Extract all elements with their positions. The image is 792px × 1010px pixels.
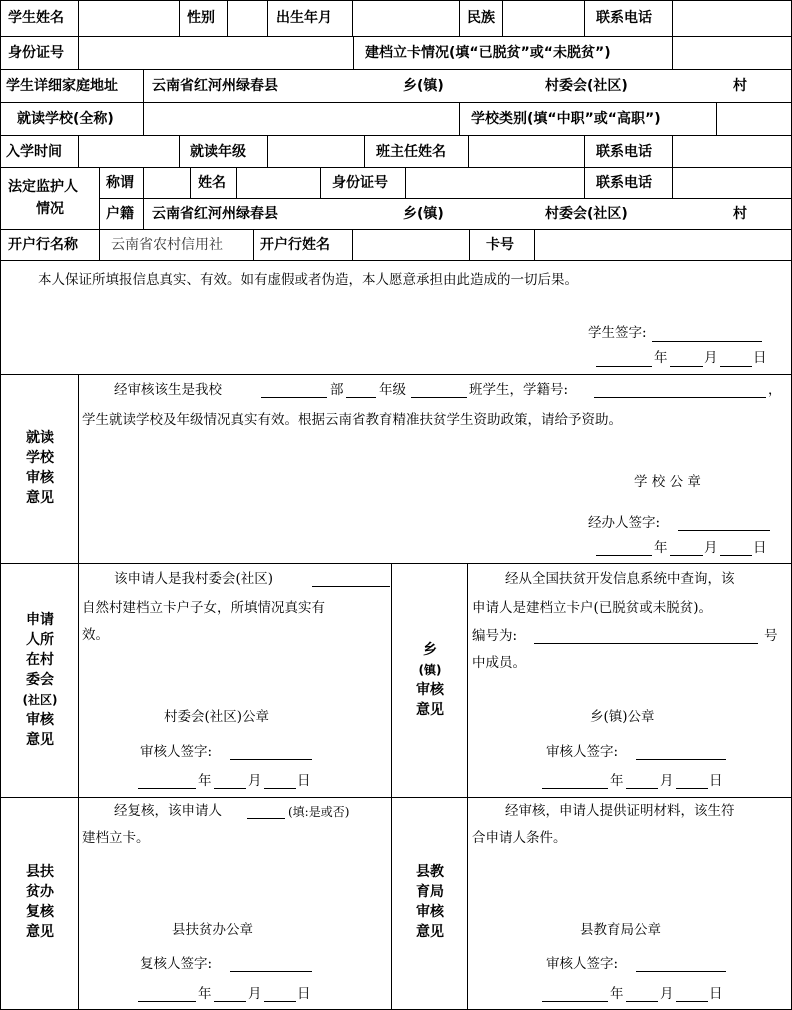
grade-blank[interactable]: [346, 397, 376, 398]
month-blank[interactable]: [626, 788, 658, 789]
address-label: 学生详细家庭地址: [6, 78, 118, 94]
teacher-field[interactable]: [468, 135, 585, 168]
poverty-signer-line[interactable]: [230, 971, 312, 972]
village-seal: 村委会(社区)公章: [164, 709, 270, 725]
class-label: 班学生，学籍号:: [469, 382, 569, 398]
guardian-name-label: 姓名: [198, 175, 226, 191]
gender-field[interactable]: [227, 0, 268, 37]
education-review-line1: 经审核，申请人提供证明材料，该生符: [505, 803, 735, 819]
grade-label: 就读年级: [190, 144, 246, 160]
day-blank[interactable]: [676, 1001, 708, 1002]
poverty-review-line2: 建档立卡。: [82, 830, 150, 846]
village-signer-line[interactable]: [230, 759, 312, 760]
township-code-label: 编号为:: [472, 628, 518, 644]
township-signer-line[interactable]: [636, 759, 726, 760]
township-text: 乡(镇): [403, 78, 444, 94]
ethnicity-label: 民族: [467, 10, 495, 26]
teacher-phone-label: 联系电话: [596, 144, 652, 160]
bank-name-value: 云南省农村信用社: [111, 237, 223, 253]
guardian-title-field[interactable]: [143, 167, 191, 199]
student-signature-label: 学生签字:: [588, 325, 647, 341]
teacher-phone-field[interactable]: [672, 135, 792, 168]
month-label: 月: [660, 986, 674, 1002]
year-blank[interactable]: [596, 555, 652, 556]
guardian-label: 法定监护人: [8, 179, 78, 195]
township-review-line2: 申请人是建档立卡户(已脱贫或未脱贫)。: [472, 600, 713, 616]
year-blank[interactable]: [138, 788, 196, 789]
phone-field[interactable]: [672, 0, 792, 37]
student-name-field[interactable]: [78, 0, 180, 37]
school-seal: 学 校 公 章: [634, 474, 701, 490]
bank-name-label: 开户行名称: [8, 237, 78, 253]
student-signature-line[interactable]: [652, 341, 762, 342]
school-review-box: [78, 374, 792, 564]
natural-village-blank[interactable]: [312, 586, 390, 587]
guardian-label-2: 情况: [36, 201, 64, 217]
teacher-label: 班主任姓名: [376, 144, 446, 160]
household-village-committee: 村委会(社区): [545, 206, 628, 222]
township-code-blank[interactable]: [534, 643, 758, 644]
month-label: 月: [248, 773, 262, 789]
year-label: 年: [610, 773, 624, 789]
village-committee-text: 村委会(社区): [545, 78, 628, 94]
school-signer-line[interactable]: [678, 530, 770, 531]
comma: ，: [768, 382, 782, 398]
year-label: 年: [198, 773, 212, 789]
day-blank[interactable]: [264, 1001, 296, 1002]
day-blank[interactable]: [676, 788, 708, 789]
month-label: 月: [704, 540, 718, 556]
code-suffix: 号: [764, 628, 778, 644]
pledge-text: 本人保证所填报信息真实、有效。如有虚假或者伪造，本人愿意承担由此造成的一切后果。: [38, 272, 578, 288]
year-label: 年: [654, 540, 668, 556]
student-name-label: 学生姓名: [8, 10, 64, 26]
birth-label: 出生年月: [276, 10, 332, 26]
gender-label: 性别: [187, 10, 215, 26]
day-label: 日: [709, 986, 723, 1002]
day-label: 日: [297, 986, 311, 1002]
village-text: 村: [733, 78, 747, 94]
village-review-line2: 自然村建档立卡户子女，所填情况真实有: [82, 600, 325, 616]
education-bureau-seal: 县教育局公章: [580, 922, 661, 938]
day-blank[interactable]: [720, 366, 752, 367]
guardian-phone-label: 联系电话: [596, 175, 652, 191]
school-review-text-start: 经审核该生是我校: [114, 382, 222, 398]
school-type-label: 学校类别(填“中职”或“高职”): [471, 111, 661, 127]
household-village: 村: [733, 206, 747, 222]
township-review-line4: 中成员。: [472, 655, 526, 671]
school-review-label: 就读 学校 审核 意见: [26, 430, 54, 506]
enroll-field[interactable]: [78, 135, 180, 168]
education-signer-line[interactable]: [636, 971, 726, 972]
day-label: 日: [753, 350, 767, 366]
education-review-line2: 合申请人条件。: [472, 830, 567, 846]
grade-field[interactable]: [267, 135, 365, 168]
dept-label: 部: [330, 382, 344, 398]
enroll-label: 入学时间: [6, 144, 62, 160]
grade-label-2: 年级: [379, 382, 406, 398]
yes-no-blank[interactable]: [247, 818, 285, 819]
school-type-field[interactable]: [716, 102, 792, 136]
poverty-review-line1: 经复核，该申请人: [114, 803, 222, 819]
day-label: 日: [753, 540, 767, 556]
school-label: 就读学校(全称): [17, 111, 114, 127]
year-blank[interactable]: [542, 1001, 608, 1002]
month-blank[interactable]: [214, 788, 246, 789]
household-label: 户籍: [106, 206, 134, 222]
filing-label: 建档立卡情况(填“已脱贫”或“未脱贫”): [365, 45, 611, 61]
day-blank[interactable]: [264, 788, 296, 789]
month-label: 月: [660, 773, 674, 789]
guardian-title-label: 称谓: [106, 175, 134, 191]
month-blank[interactable]: [670, 555, 703, 556]
township-signer-label: 审核人签字:: [546, 744, 619, 760]
year-blank[interactable]: [596, 366, 652, 367]
township-review-label: 乡 (镇) 审核 意见: [416, 642, 444, 718]
poverty-signer-label: 复核人签字:: [140, 956, 213, 972]
month-label: 月: [704, 350, 718, 366]
birth-field[interactable]: [352, 0, 460, 37]
card-number-field[interactable]: [534, 229, 792, 261]
school-name-field[interactable]: [143, 102, 460, 136]
township-review-line1: 经从全国扶贫开发信息系统中查询，该: [505, 571, 735, 587]
filing-status-field[interactable]: [672, 36, 792, 70]
school-review-text: 学生就读学校及年级情况真实有效。根据云南省教育精准扶贫学生资助政策，请给予资助。: [82, 412, 622, 428]
education-signer-label: 审核人签字:: [546, 956, 619, 972]
year-label: 年: [198, 986, 212, 1002]
cell: [0, 167, 100, 230]
id-number-label: 身份证号: [8, 45, 64, 61]
poverty-office-seal: 县扶贫办公章: [172, 922, 253, 938]
month-blank[interactable]: [214, 1001, 246, 1002]
guardian-phone-field[interactable]: [672, 167, 792, 199]
account-name-field[interactable]: [352, 229, 470, 261]
address-prefix: 云南省红河州绿春县: [152, 78, 278, 94]
year-blank[interactable]: [542, 788, 608, 789]
household-township: 乡(镇): [403, 206, 444, 222]
yes-no-hint: (填:是或否): [288, 805, 350, 819]
guardian-name-field[interactable]: [236, 167, 321, 199]
education-review-label: 县教 育局 审核 意见: [416, 864, 444, 940]
id-number-field[interactable]: [78, 36, 354, 70]
year-label: 年: [610, 986, 624, 1002]
day-label: 日: [709, 773, 723, 789]
month-blank[interactable]: [626, 1001, 658, 1002]
guardian-id-label: 身份证号: [332, 175, 388, 191]
year-label: 年: [654, 350, 668, 366]
account-name-label: 开户行姓名: [260, 237, 330, 253]
student-no-blank[interactable]: [594, 397, 766, 398]
township-seal: 乡(镇)公章: [590, 709, 655, 725]
year-blank[interactable]: [138, 1001, 196, 1002]
village-review-line1: 该申请人是我村委会(社区): [114, 571, 274, 587]
household-prefix: 云南省红河州绿春县: [152, 206, 278, 222]
guardian-id-field[interactable]: [405, 167, 585, 199]
day-label: 日: [297, 773, 311, 789]
school-signer-label: 经办人签字:: [588, 515, 661, 531]
month-blank[interactable]: [670, 366, 703, 367]
village-signer-label: 审核人签字:: [140, 744, 213, 760]
class-blank[interactable]: [411, 397, 467, 398]
day-blank[interactable]: [720, 555, 752, 556]
month-label: 月: [248, 986, 262, 1002]
ethnicity-field[interactable]: [502, 0, 585, 37]
village-review-label: 申请 人所 在村 委会 (社区) 审核 意见: [22, 612, 58, 748]
card-number-label: 卡号: [486, 237, 514, 253]
phone-label: 联系电话: [596, 10, 652, 26]
poverty-review-label: 县扶 贫办 复核 意见: [26, 864, 54, 940]
dept-blank[interactable]: [261, 397, 327, 398]
village-review-line3: 效。: [82, 627, 109, 643]
